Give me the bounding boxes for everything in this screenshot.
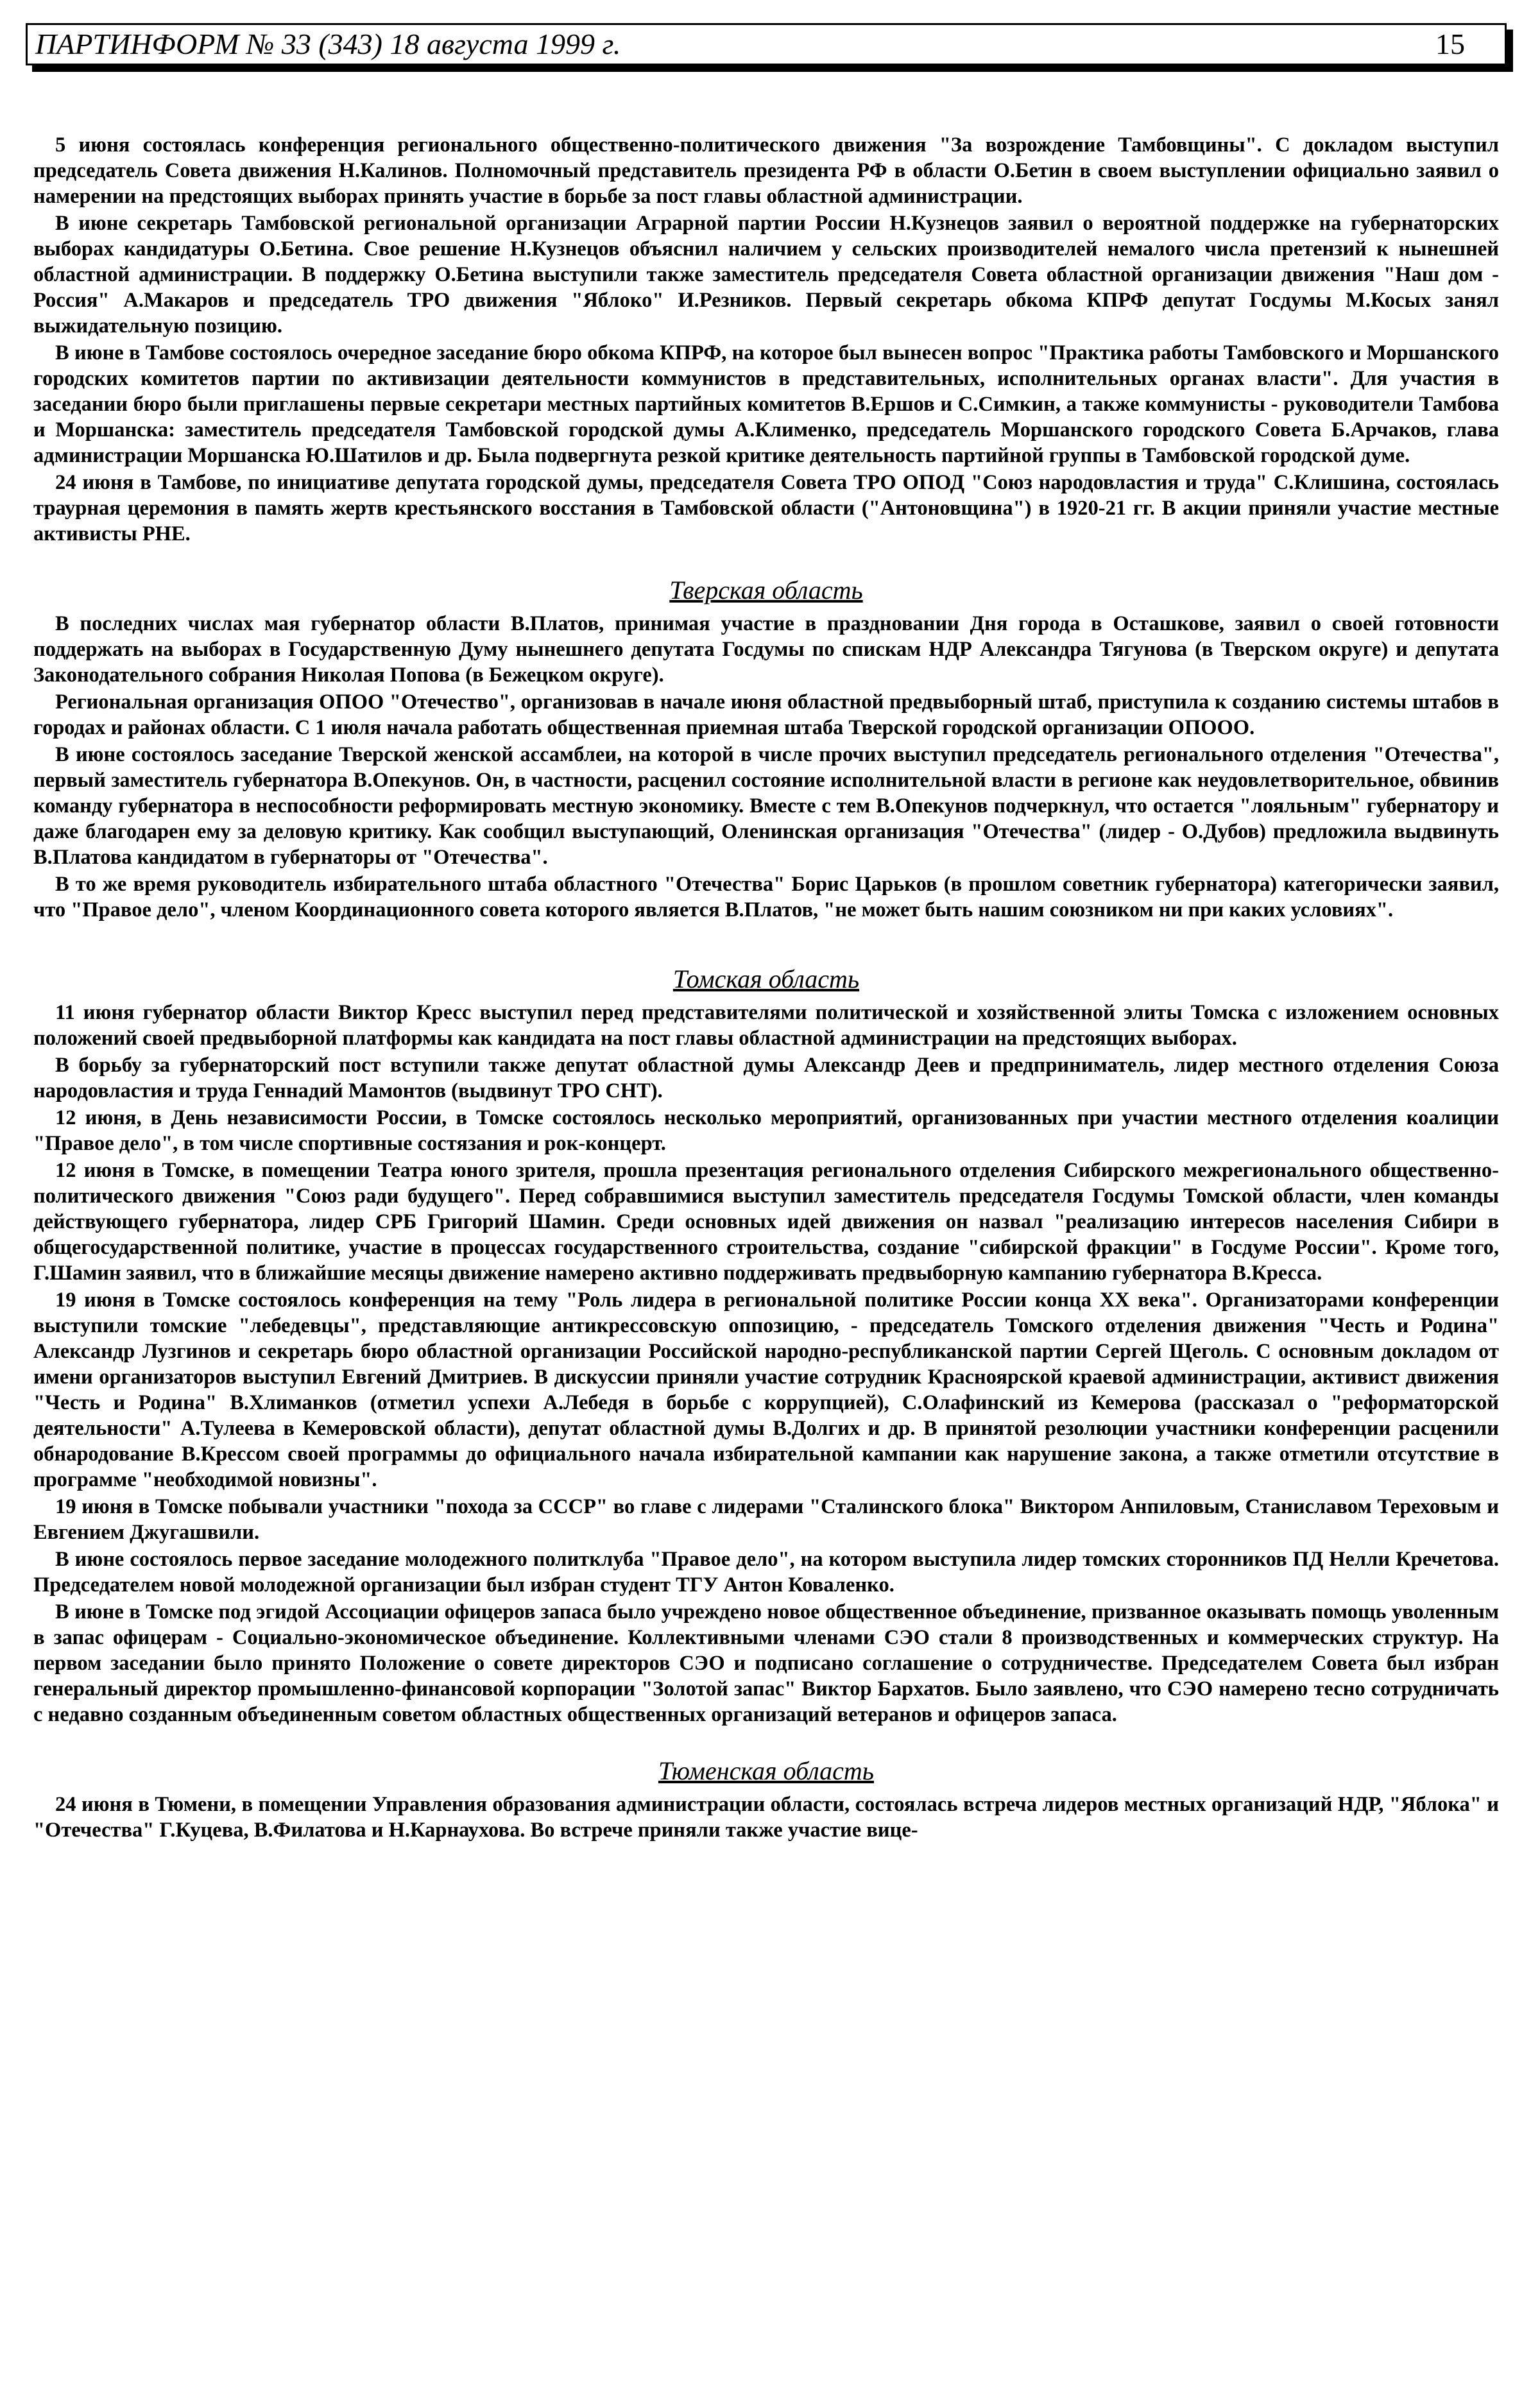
section-heading: Томская область xyxy=(672,964,860,993)
paragraph: В то же время руководитель избирательного штаба областного "Отечества" Борис Царьков (в прошлом советник губернатора) категорически заявил, что "Правое дело", членом Координационного совета которого является В.Платов, "не может быть нашим союзником ни при каких условиях". xyxy=(33,873,1499,921)
section-tyumen xyxy=(33,1756,1499,1843)
section-tomsk xyxy=(33,964,1499,1727)
paragraph: 19 июня в Томске побывали участники "похода за СССР" во главе с лидерами "Сталинского блока" Виктором Анпиловым, Станиславом Тереховым и Евгением Джугашвили. xyxy=(33,1495,1499,1544)
publication-title: ПАРТИНФОРМ № 33 (343) 18 августа 1999 г. xyxy=(35,28,621,60)
page-header xyxy=(26,23,1507,65)
paragraph: 24 июня в Тамбове, по инициативе депутата городской думы, председателя Совета ТРО ОПОД "Союз народовластия и труда" С.Клишина, состоялась траурная церемония в память жертв крестьянского восстания в Тамбовской области ("Антоновщина") в 1920-21 гг. В акции приняли участие местные активисты РНЕ. xyxy=(33,471,1499,545)
paragraph: В последних числах мая губернатор области В.Платов, принимая участие в праздновании Дня города в Осташкове, заявил о своей готовности поддержать на выборах в Государственную Думу нынешнего депутата Госдумы по спискам НДР Александра Тягунова (в Тверском округе) и депутата Законодательного собрания Николая Попова (в Бежецком округе). xyxy=(33,612,1499,687)
section-tver xyxy=(33,575,1499,923)
paragraph: Региональная организация ОПОО "Отечество", организовав в начале июня областной предвыборный штаб, приступила к созданию системы штабов в городах и районах области. С 1 июля начала работать общественная приемная штаба Тверской городской организации ОПООО. xyxy=(33,690,1499,739)
paragraph: 19 июня в Томске состоялось конференция на тему "Роль лидера в региональной политике России конца XX века". Организаторами конференции выступили томские "лебедевцы", представляющие антикрессовскую оппозицию, - председатель Томского отделения движения "Честь и Родина" Александр Лузгинов и секретарь бюро областной организации Российской народно-республиканской партии Сергей Щеголь. С основным докладом от имени организаторов выступил Евгений Дмитриев. В дискуссии приняли участие сотрудник Красноярской краевой администрации, активист движения "Честь и Родина" В.Хлиманков (отметил успехи А.Лебедя в борьбе с коррупцией), С.Олафинский из Кемерова (рассказал о "реформаторской деятельности" А.Тулеева в Кемеровской области), депутат областной думы В.Долгих и др. В принятой резолюции участники конференции расценили обнародование В.Крессом своей программы до официального начала избирательной кампании как нарушение закона, а также отметили отсутствие в программе "необходимой новизны". xyxy=(33,1289,1499,1491)
article-body xyxy=(33,132,1499,1844)
paragraph: 11 июня губернатор области Виктор Кресс выступил перед представителями политической и хозяйственной элиты Томска с изложением основных положений своей предвыборной платформы как кандидата на пост главы областной администрации на предстоящих выборах. xyxy=(33,1001,1499,1050)
paragraph: В борьбу за губернаторский пост вступили также депутат областной думы Александр Деев и предприниматель, лидер местного отделения Союза народовластия и труда Геннадий Мамонтов (выдвинут ТРО СНТ). xyxy=(33,1054,1499,1102)
section-heading: Тюменская область xyxy=(658,1756,875,1785)
paragraph: 24 июня в Тюмени, в помещении Управления образования администрации области, состоялась встреча лидеров местных организаций НДР, "Яблока" и "Отечества" Г.Куцева, В.Филатова и Н.Карнаухова. Во встрече приняли также участие вице- xyxy=(33,1793,1499,1842)
section-tambov xyxy=(33,132,1499,547)
paragraph: 5 июня состоялась конференция регионального общественно-политического движения "За возрождение Тамбовщины". С докладом выступил председатель Совета движения Н.Калинов. Полномочный представитель президента РФ в области О.Бетин в своем выступлении официально заявил о намерении на предстоящих выборах принять участие в борьбе за пост главы областной администрации. xyxy=(33,133,1499,208)
page-number: 15 xyxy=(1435,28,1465,60)
paragraph: В июне состоялось первое заседание молодежного политклуба "Правое дело", на котором выступила лидер томских сторонников ПД Нелли Кречетова. Председателем новой молодежной организации был избран студент ТГУ Антон Коваленко. xyxy=(33,1548,1499,1597)
paragraph: 12 июня, в День независимости России, в Томске состоялось несколько мероприятий, организованных при участии местного отделения коалиции "Правое дело", в том числе спортивные состязания и рок-концерт. xyxy=(33,1106,1499,1155)
paragraph: В июне в Тамбове состоялось очередное заседание бюро обкома КПРФ, на которое был вынесен вопрос "Практика работы Тамбовского и Моршанского городских комитетов партии по активизации деятельности коммунистов в представительных, исполнительных органах власти". Для участия в заседании бюро были приглашены первые секретари местных партийных комитетов В.Ершов и С.Симкин, а также коммунисты - руководители Тамбова и Моршанска: заместитель председателя Тамбовской городской думы А.Клименко, председатель Моршанского городского Совета Б.Арчаков, глава администрации Моршанска Ю.Шатилов и др. Была подвергнута резкой критике деятельность партийной группы в Тамбовской городской думе. xyxy=(33,341,1499,467)
paragraph: В июне состоялось заседание Тверской женской ассамблеи, на которой в числе прочих выступил председатель регионального отделения "Отечества", первый заместитель губернатора В.Опекунов. Он, в частности, расценил состояние исполнительной власти в регионе как неудовлетворительное, обвинив команду губернатора в неспособности реформировать местную экономику. Вместе с тем В.Опекунов подчеркнул, что остается "лояльным" губернатору и даже благодарен ему за деловую критику. Как сообщил выступающий, Оленинская организация "Отечества" (лидер - О.Дубов) предложила выдвинуть В.Платова кандидатом в губернаторы от "Отечества". xyxy=(33,743,1499,869)
paragraph: В июне в Томске под эгидой Ассоциации офицеров запаса было учреждено новое общественное объединение, призванное оказывать помощь уволенным в запас офицерам - Социально-экономическое объединение. Коллективными членами СЭО стали 8 производственных и коммерческих структур. На первом заседании было принято Положение о совете директоров СЭО и подписано соглашение о сотрудничестве. Председателем Совета был избран генеральный директор промышленно-финансовой корпорации "Золотой запас" Виктор Бархатов. Было заявлено, что СЭО намерено тесно сотрудничать с недавно созданным объединенным советом областных общественных организаций ветеранов и офицеров запаса. xyxy=(33,1600,1499,1726)
paragraph: 12 июня в Томске, в помещении Театра юного зрителя, прошла презентация регионального отделения Сибирского межрегионального общественно-политического движения "Союз ради будущего". Перед собравшимися выступил заместитель председателя Госдумы Томской области, член команды действующего губернатора, лидер СРБ Григорий Шамин. Среди основных идей движения он назвал "реализацию интересов населения Сибири в общегосударственной политике, участие в процессах государственного строительства, создание "сибирской фракции" в Госдуме России". Кроме того, Г.Шамин заявил, что в ближайшие месяцы движение намерено активно поддерживать предвыборную кампанию губернатора В.Кресса. xyxy=(33,1159,1499,1285)
paragraph: В июне секретарь Тамбовской региональной организации Аграрной партии России Н.Кузнецов заявил о вероятной поддержке на губернаторских выборах кандидатуры О.Бетина. Свое решение Н.Кузнецов объяснил наличием у сельских производителей немалого числа претензий к нынешней областной администрации. В поддержку О.Бетина выступили также заместитель председателя Совета областной организации движения "Наш дом - Россия" А.Макаров и председатель ТРО движения "Яблоко" И.Резников. Первый секретарь обкома КПРФ депутат Госдумы М.Косых занял выжидательную позицию. xyxy=(33,212,1499,338)
section-heading: Тверская область xyxy=(669,576,863,604)
